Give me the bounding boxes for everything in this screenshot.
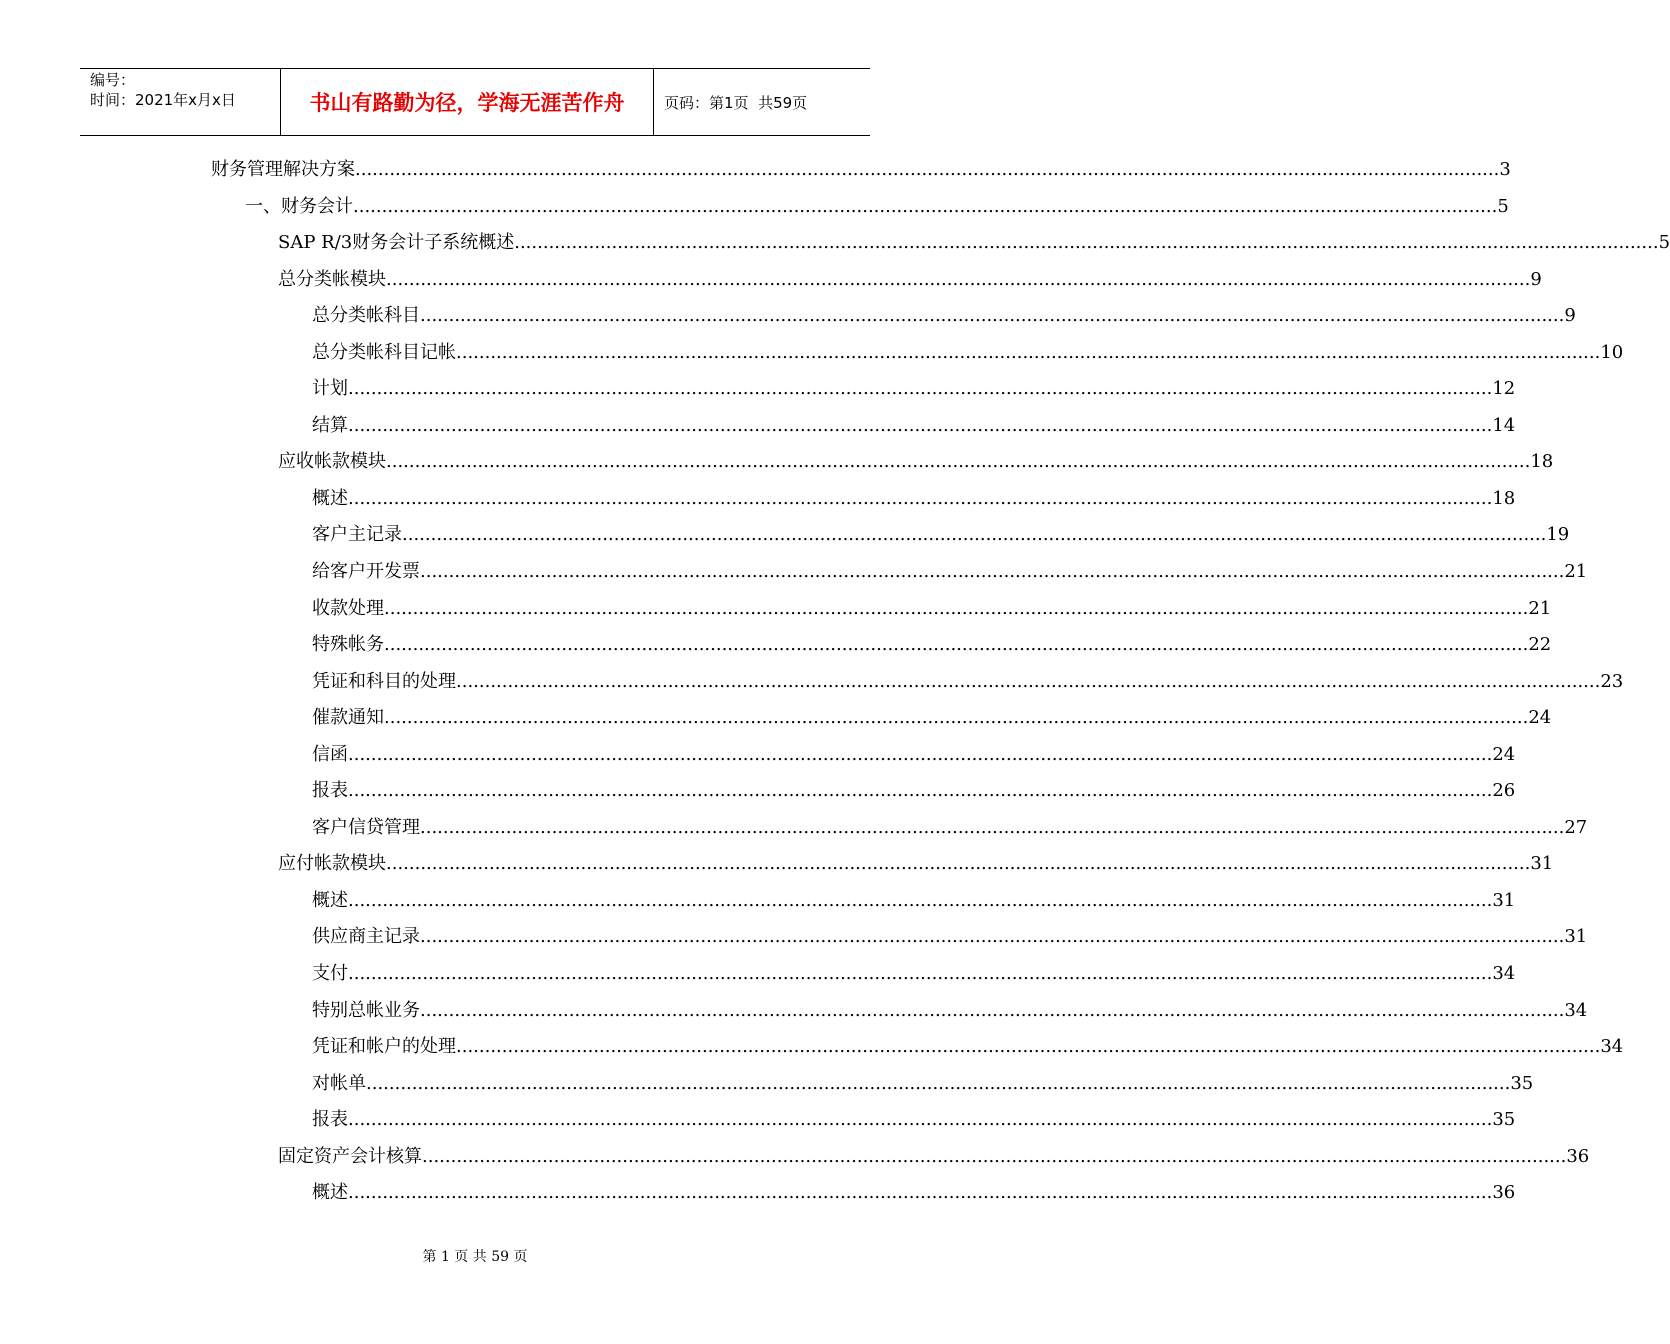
- toc-leader-dots: ........................................................................................................................................................................................................: [348, 414, 1493, 436]
- toc-entry-page: 26: [1492, 780, 1516, 802]
- toc-entry-line: [245, 189, 1509, 225]
- toc-entry-page: 24: [1492, 743, 1516, 765]
- page-header: [80, 68, 870, 136]
- toc-leader-dots: ........................................................................................................................................................................................................: [386, 853, 1531, 875]
- toc-entry-title: 催款通知: [312, 707, 384, 729]
- toc-entry-line: [312, 591, 1552, 627]
- toc-entry-page: 9: [1564, 305, 1576, 327]
- toc-entry[interactable]: [0, 517, 1570, 554]
- toc-entry-title: 客户信贷管理: [312, 816, 420, 838]
- toc-entry-title: 报表: [312, 1109, 348, 1131]
- toc-entry-title: 供应商主记录: [312, 926, 420, 948]
- toc-entry-line: [278, 846, 1554, 882]
- toc-entry-page: 9: [1530, 268, 1542, 290]
- toc-leader-dots: ........................................................................................................................................................................................................: [348, 780, 1493, 802]
- toc-entry-line: [312, 298, 1576, 334]
- toc-entry[interactable]: [0, 408, 1516, 445]
- toc-entry[interactable]: [0, 1029, 1624, 1066]
- toc-leader-dots: ........................................................................................................................................................................................................: [353, 195, 1498, 217]
- toc-leader-dots: ........................................................................................................................................................................................................: [355, 159, 1500, 180]
- toc-leader-dots: ........................................................................................................................................................................................................: [422, 1145, 1567, 1167]
- toc-entry[interactable]: [0, 1139, 1590, 1176]
- toc-entry[interactable]: [0, 262, 1542, 299]
- toc-entry-page: 31: [1564, 926, 1588, 948]
- toc-leader-dots: ........................................................................................................................................................................................................: [456, 670, 1601, 692]
- toc-entry-title: SAP R/3财务会计子系统概述: [278, 232, 515, 254]
- toc-entry[interactable]: [0, 298, 1576, 335]
- toc-leader-dots: ........................................................................................................................................................................................................: [420, 926, 1565, 948]
- toc-entry-title: 支付: [312, 963, 348, 985]
- toc-entry[interactable]: [0, 1102, 1516, 1139]
- toc-entry-title: 信函: [312, 743, 348, 765]
- toc-leader-dots: ........................................................................................................................................................................................................: [384, 634, 1529, 656]
- toc-entry[interactable]: [0, 591, 1552, 628]
- toc-leader-dots: ........................................................................................................................................................................................................: [420, 561, 1565, 583]
- toc-entry-page: 12: [1492, 378, 1516, 400]
- toc-entry-title: 固定资产会计核算: [278, 1145, 422, 1167]
- time-label: 时间：2021年x月x日: [90, 91, 236, 109]
- header-page-info: 页码：第1页 共59页: [664, 93, 808, 112]
- toc-entry[interactable]: [0, 810, 1588, 847]
- toc-entry-page: 36: [1566, 1145, 1590, 1167]
- toc-entry-title: 收款处理: [312, 597, 384, 619]
- toc-entry-title: 结算: [312, 414, 348, 436]
- toc-entry-line: [312, 1029, 1624, 1065]
- toc-entry-line: [312, 627, 1552, 663]
- toc-entry-page: 3: [1499, 159, 1511, 180]
- toc-entry-title: 给客户开发票: [312, 561, 420, 583]
- toc-entry-page: 18: [1530, 451, 1554, 473]
- toc-entry-page: 24: [1528, 707, 1552, 729]
- toc-entry-line: [312, 481, 1516, 517]
- toc-entry-page: 5: [1658, 232, 1670, 254]
- toc-entry-line: [312, 517, 1570, 553]
- toc-entry-title: 总分类帐模块: [278, 268, 386, 290]
- toc-entry-page: 10: [1600, 341, 1624, 363]
- toc-entry-line: [312, 919, 1588, 955]
- toc-entry-page: 5: [1497, 195, 1509, 217]
- toc-leader-dots: ........................................................................................................................................................................................................: [348, 378, 1493, 400]
- header-motto: 书山有路勤为径，学海无涯苦作舟: [281, 69, 654, 135]
- toc-entry-page: 31: [1492, 889, 1516, 911]
- toc-entry-line: [312, 371, 1516, 407]
- header-meta: [80, 69, 281, 135]
- toc-entry-line: [278, 444, 1554, 480]
- toc-entry-line: [312, 554, 1588, 590]
- toc-leader-dots: ........................................................................................................................................................................................................: [348, 743, 1493, 765]
- toc-entry-title: 对帐单: [312, 1072, 366, 1094]
- toc-entry-page: 21: [1528, 597, 1552, 619]
- toc-entry-page: 34: [1600, 1036, 1624, 1058]
- toc-entry[interactable]: [0, 554, 1588, 591]
- page-footer: 第 1 页 共 59 页: [422, 1249, 528, 1265]
- toc-entry-title: 应付帐款模块: [278, 853, 386, 875]
- toc-entry[interactable]: [0, 225, 1670, 262]
- toc-entry-title: 财务管理解决方案: [211, 159, 355, 180]
- toc-entry[interactable]: [0, 737, 1516, 774]
- toc-entry[interactable]: [0, 664, 1624, 701]
- toc-leader-dots: ........................................................................................................................................................................................................: [420, 305, 1565, 327]
- toc-entry-page: 35: [1510, 1072, 1534, 1094]
- toc-leader-dots: ........................................................................................................................................................................................................: [514, 232, 1659, 254]
- toc-entry[interactable]: [0, 883, 1516, 920]
- toc-entry[interactable]: [0, 993, 1588, 1030]
- toc-entry-title: 概述: [312, 1182, 348, 1204]
- toc-entry-title: 特别总帐业务: [312, 999, 420, 1021]
- toc-entry-line: [312, 883, 1516, 919]
- toc-leader-dots: ........................................................................................................................................................................................................: [348, 487, 1493, 509]
- toc-entry-line: [312, 810, 1588, 846]
- toc-entry-page: 18: [1492, 487, 1516, 509]
- toc-entry[interactable]: [0, 371, 1516, 408]
- toc-entry-title: 概述: [312, 487, 348, 509]
- toc-entry[interactable]: [0, 846, 1554, 883]
- toc-entry-title: 总分类帐科目: [312, 305, 420, 327]
- toc-entry[interactable]: [0, 627, 1552, 664]
- toc-entry-page: 27: [1564, 816, 1588, 838]
- toc-leader-dots: ........................................................................................................................................................................................................: [366, 1072, 1511, 1094]
- toc-leader-dots: ........................................................................................................................................................................................................: [420, 999, 1565, 1021]
- toc-entry-line: [312, 664, 1624, 700]
- toc-leader-dots: ........................................................................................................................................................................................................: [456, 1036, 1601, 1058]
- toc-entry-line: [312, 1102, 1516, 1138]
- toc-entry-line: [312, 700, 1552, 736]
- toc-entry-page: 21: [1564, 561, 1588, 583]
- toc-leader-dots: ........................................................................................................................................................................................................: [348, 1109, 1493, 1131]
- toc-entry-page: 31: [1530, 853, 1554, 875]
- toc-entry-page: 34: [1564, 999, 1588, 1021]
- toc-entry-title: 总分类帐科目记帐: [312, 341, 456, 363]
- toc-leader-dots: ........................................................................................................................................................................................................: [348, 1182, 1493, 1204]
- toc-entry-title: 客户主记录: [312, 524, 402, 546]
- toc-entry-line: [312, 1066, 1534, 1102]
- toc-entry-page: 34: [1492, 963, 1516, 985]
- toc-entry-page: 19: [1546, 524, 1570, 546]
- toc-entry-line: [278, 1139, 1590, 1175]
- toc-leader-dots: ........................................................................................................................................................................................................: [348, 963, 1493, 985]
- toc-entry[interactable]: [0, 481, 1516, 518]
- toc-entry[interactable]: [0, 189, 1509, 226]
- number-label: 编号：: [90, 71, 136, 89]
- toc-entry-page: 36: [1492, 1182, 1516, 1204]
- toc-entry-title: 凭证和帐户的处理: [312, 1036, 456, 1058]
- toc-entry-title: 概述: [312, 889, 348, 911]
- toc-leader-dots: ........................................................................................................................................................................................................: [348, 889, 1493, 911]
- toc-entry[interactable]: [0, 956, 1516, 993]
- toc-entry[interactable]: [0, 1175, 1516, 1212]
- toc-entry-page: 23: [1600, 670, 1624, 692]
- toc-entry[interactable]: [0, 700, 1552, 737]
- toc-entry-title: 一、财务会计: [245, 195, 353, 217]
- toc-entry[interactable]: [0, 919, 1588, 956]
- toc-leader-dots: ........................................................................................................................................................................................................: [386, 268, 1531, 290]
- toc-leader-dots: ........................................................................................................................................................................................................: [402, 524, 1547, 546]
- toc-entry-title: 凭证和科目的处理: [312, 670, 456, 692]
- toc-leader-dots: ........................................................................................................................................................................................................: [384, 707, 1529, 729]
- toc-entry[interactable]: [0, 152, 1511, 189]
- toc-leader-dots: ........................................................................................................................................................................................................: [384, 597, 1529, 619]
- toc-entry-line: [312, 335, 1624, 371]
- toc-entry-title: 计划: [312, 378, 348, 400]
- toc-entry-line: [312, 1175, 1516, 1211]
- table-of-contents: [0, 152, 1670, 1212]
- toc-entry-title: 特殊帐务: [312, 634, 384, 656]
- toc-entry-line: [211, 152, 1511, 188]
- toc-entry-page: 35: [1492, 1109, 1516, 1131]
- toc-entry[interactable]: [0, 1066, 1534, 1103]
- toc-entry-title: 报表: [312, 780, 348, 802]
- toc-entry-page: 22: [1528, 634, 1552, 656]
- toc-leader-dots: ........................................................................................................................................................................................................: [386, 451, 1531, 473]
- toc-entry[interactable]: [0, 773, 1516, 810]
- toc-leader-dots: ........................................................................................................................................................................................................: [456, 341, 1601, 363]
- toc-entry-line: [312, 993, 1588, 1029]
- toc-leader-dots: ........................................................................................................................................................................................................: [420, 816, 1565, 838]
- toc-entry-line: [312, 773, 1516, 809]
- toc-entry-line: [312, 737, 1516, 773]
- toc-entry-line: [312, 408, 1516, 444]
- toc-entry-line: [312, 956, 1516, 992]
- toc-entry-page: 14: [1492, 414, 1516, 436]
- toc-entry[interactable]: [0, 335, 1624, 372]
- toc-entry[interactable]: [0, 444, 1554, 481]
- toc-entry-title: 应收帐款模块: [278, 451, 386, 473]
- toc-entry-line: [278, 225, 1670, 261]
- toc-entry-line: [278, 262, 1542, 298]
